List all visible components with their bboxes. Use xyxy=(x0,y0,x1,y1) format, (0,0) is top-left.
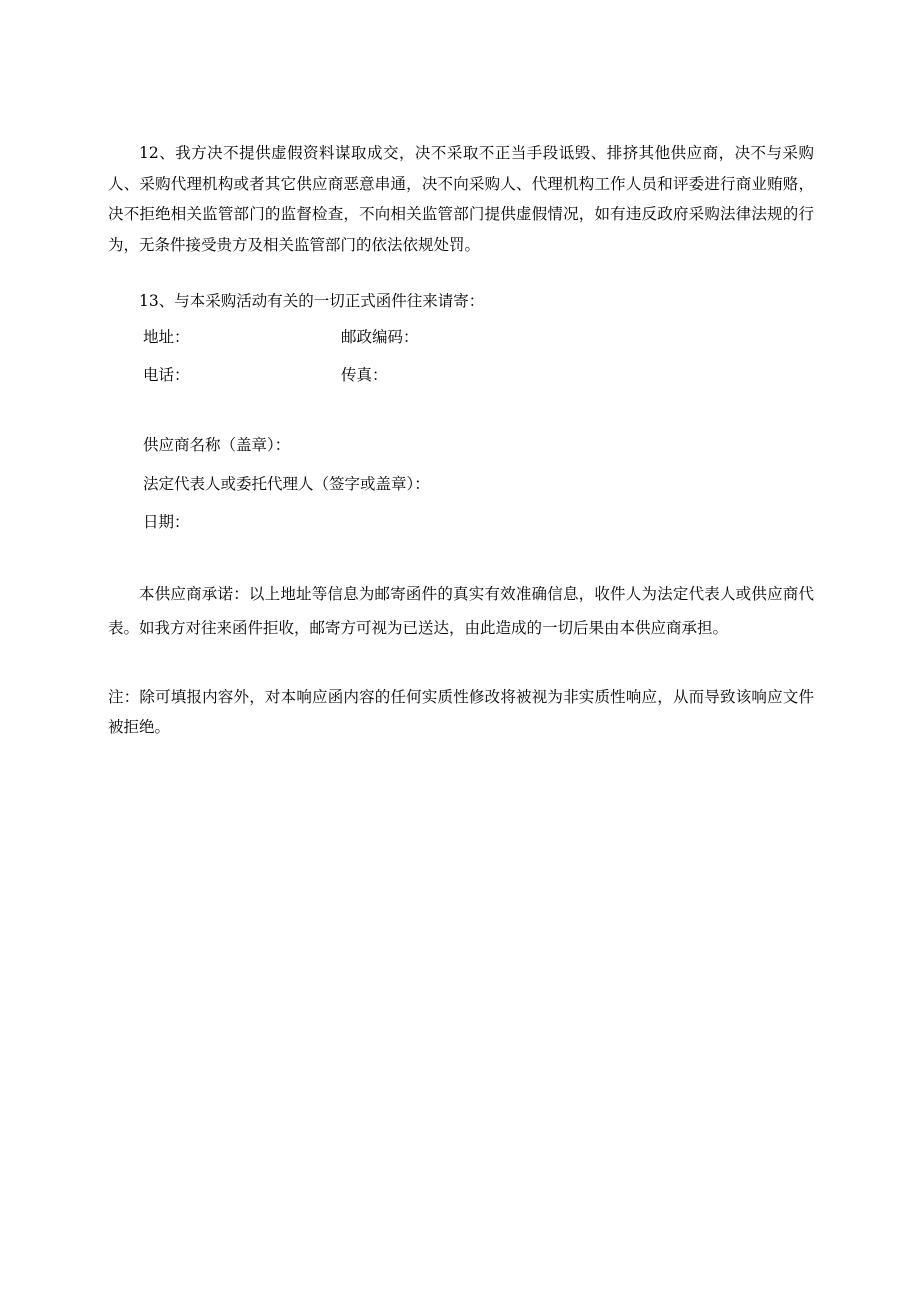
address-label: 地址： xyxy=(143,328,190,346)
supplier-name-label: 供应商名称（盖章）： xyxy=(143,436,291,454)
date-label: 日期： xyxy=(143,513,190,531)
fax-label: 传真： xyxy=(341,366,388,384)
postcode-label: 邮政编码： xyxy=(341,328,419,346)
phone-label: 电话： xyxy=(143,366,190,384)
clause-12: 12、我方决不提供虚假资料谋取成交，决不采取不正当手段诋毁、排挤其他供应商，决不与采购人、采购代理机构或者其它供应商恶意串通，决不向采购人、代理机构工作人员和评委进行商业贿赂，决不拒绝相关监管部门的监督检查，不向相关监管部门提供虚假情况，如有违反政府采购法律法规的行为，无条件接受贵方及相关监管部门的依法依规处罚。 xyxy=(108,144,814,254)
representative-label: 法定代表人或委托代理人（签字或盖章）： xyxy=(143,475,430,493)
note-paragraph: 注：除可填报内容外，对本响应函内容的任何实质性修改将被视为非实质性响应，从而导致该响应文件被拒绝。 xyxy=(108,688,814,736)
supplier-pledge: 本供应商承诺：以上地址等信息为邮寄函件的真实有效准确信息，收件人为法定代表人或供应商代表。如我方对往来函件拒收，邮寄方可视为已送达，由此造成的一切后果由本供应商承担。 xyxy=(108,585,814,637)
clause-13: 13、与本采购活动有关的一切正式函件往来请寄： xyxy=(139,292,485,310)
